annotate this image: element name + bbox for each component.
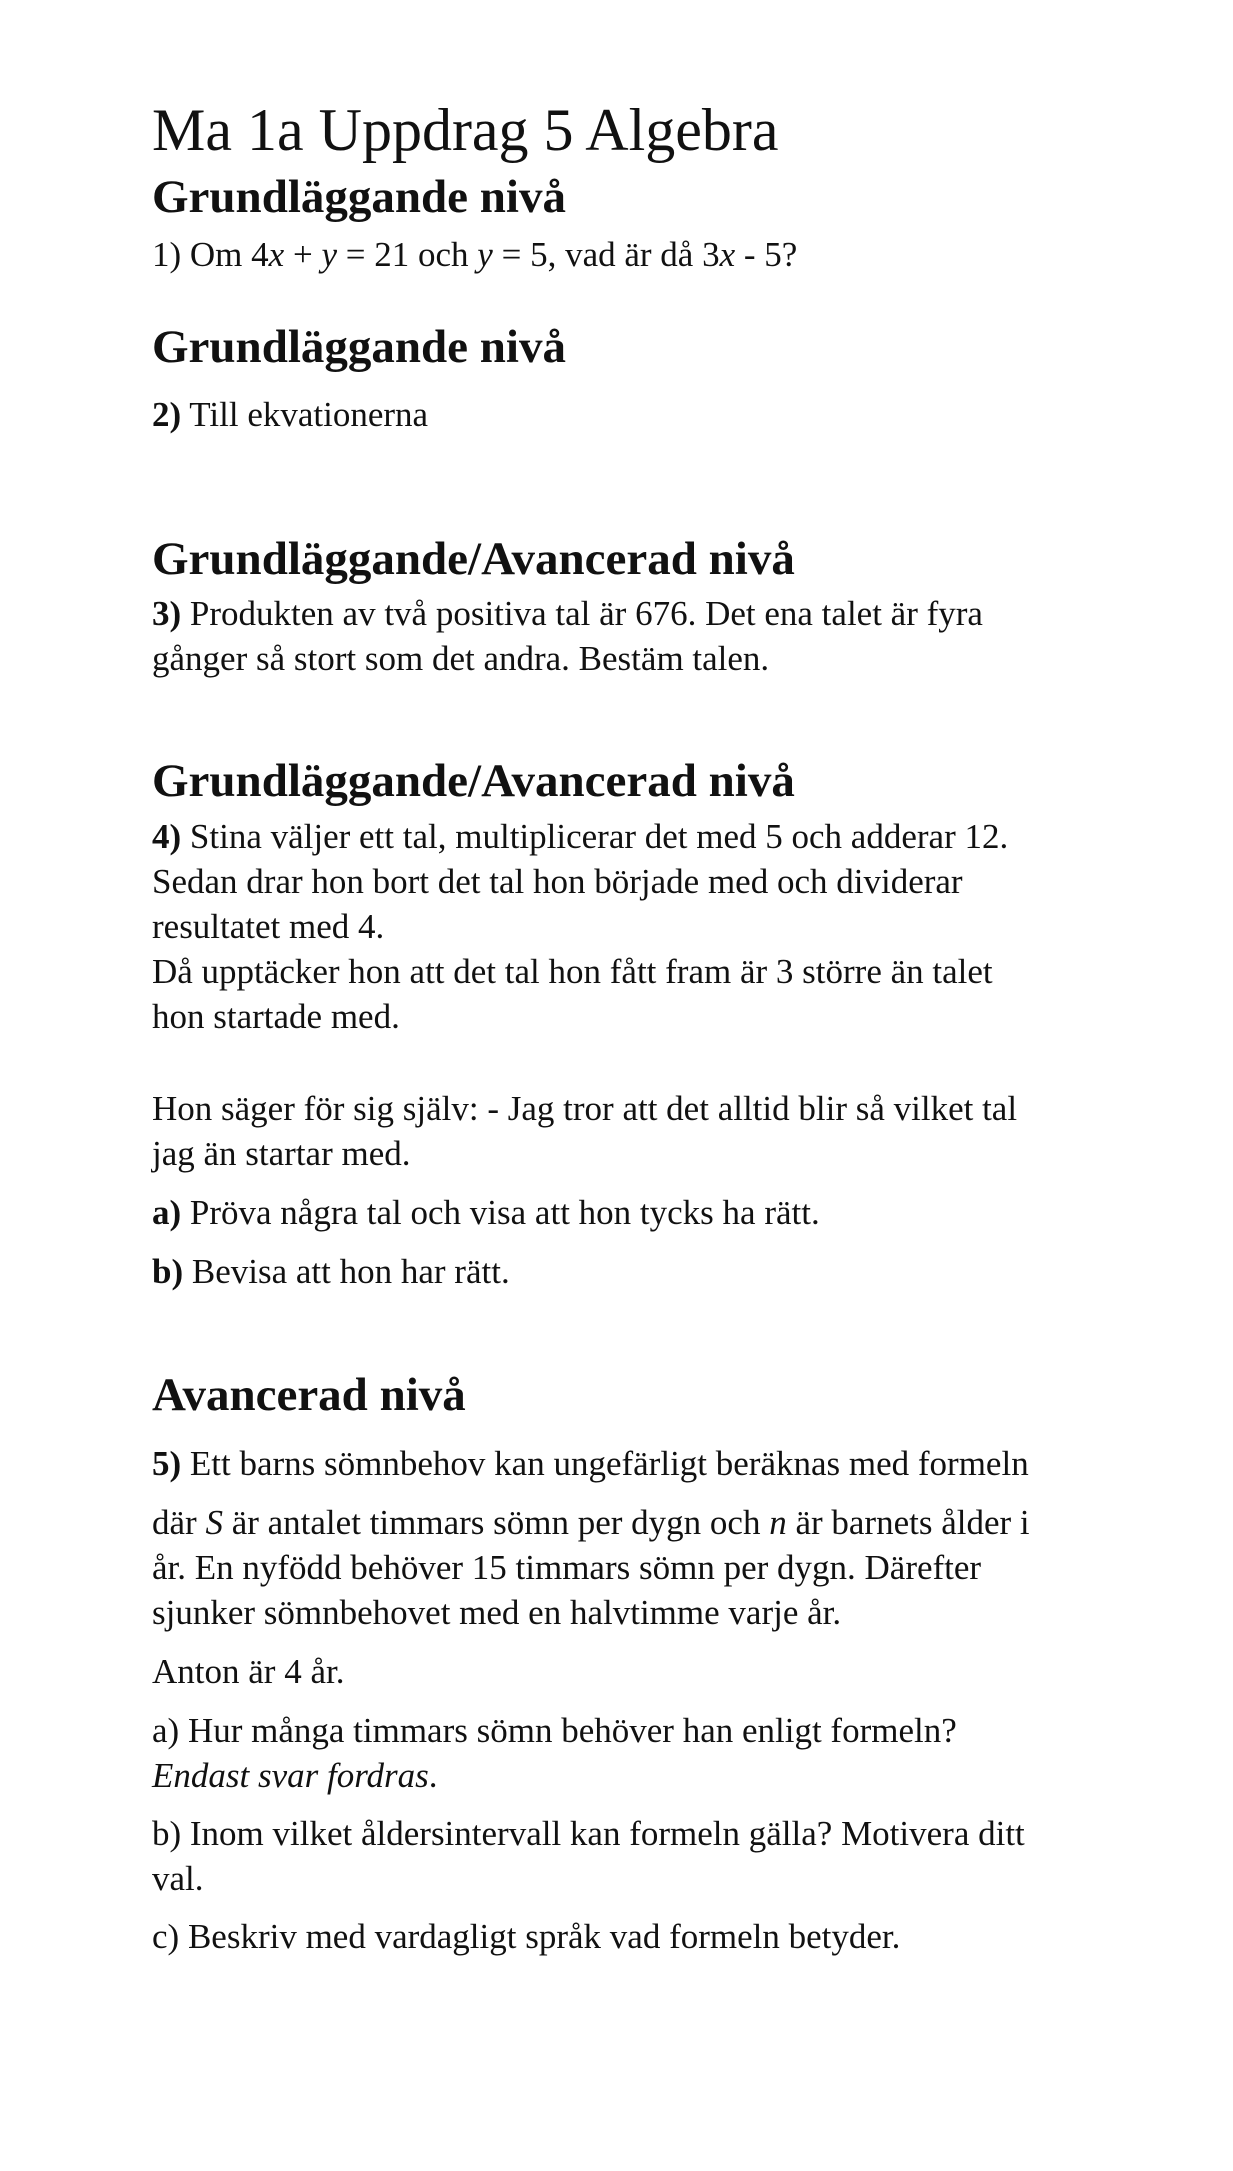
q2-level-heading: Grundläggande nivå	[152, 321, 566, 373]
q1-var-x: x	[268, 235, 285, 274]
q2-number: 2)	[152, 395, 182, 434]
q4-line6: Hon säger för sig själv: - Jag tror att det alltid blir så vilket tal	[152, 1089, 1018, 1128]
q4-line5: hon startade med.	[152, 997, 400, 1036]
q5-a-note: Endast svar fordras	[152, 1756, 429, 1795]
q1-eq1: = 21 och	[337, 235, 478, 274]
q4-text	[152, 814, 1008, 1039]
q3-line1: Produkten av två positiva tal är 676. Det ena talet är fyra	[181, 594, 983, 633]
q4-number: 4)	[152, 817, 182, 856]
q5-description	[152, 1500, 1030, 1635]
q5-var-s: S	[205, 1503, 223, 1542]
q4-part-a	[152, 1190, 820, 1235]
q4-a-text: Pröva några tal och visa att hon tycks ha rätt.	[181, 1193, 820, 1232]
q5-l2c: är barnets ålder i	[786, 1503, 1030, 1542]
q3-level-heading: Grundläggande/Avancerad nivå	[152, 533, 795, 585]
q3-line2: gånger så stort som det andra. Bestäm talen.	[152, 639, 770, 678]
q5-intro	[152, 1441, 1029, 1486]
q4-b-text: Bevisa att hon har rätt.	[183, 1252, 510, 1291]
q1-var-y: y	[321, 235, 337, 274]
q1-var-x2: x	[719, 235, 736, 274]
q2-body: Till ekvationerna	[181, 395, 429, 434]
q5-number: 5)	[152, 1444, 182, 1483]
q1-plus: +	[284, 235, 322, 274]
q2-text	[152, 392, 428, 437]
q5-part-b	[152, 1811, 1025, 1901]
q1-var-y2: y	[477, 235, 493, 274]
q5-b-line1: b) Inom vilket åldersintervall kan formeln gälla? Motivera ditt	[152, 1814, 1025, 1853]
q5-b-line2: val.	[152, 1859, 204, 1898]
q4-line3: resultatet med 4.	[152, 907, 385, 946]
q1-eq2: = 5, vad är då 3	[492, 235, 720, 274]
q4-part-b	[152, 1249, 510, 1294]
q4-level-heading: Grundläggande/Avancerad nivå	[152, 755, 795, 807]
q5-var-n: n	[769, 1503, 787, 1542]
q5-part-a	[152, 1708, 957, 1798]
q4-line2: Sedan drar hon bort det tal hon började med och dividerar	[152, 862, 963, 901]
q4-line4: Då upptäcker hon att det tal hon fått fram är 3 större än talet	[152, 952, 993, 991]
q5-a-text: a) Hur många timmars sömn behöver han enligt formeln?	[152, 1711, 957, 1750]
q5-part-c: c) Beskriv med vardagligt språk vad formeln betyder.	[152, 1917, 901, 1956]
page-title: Ma 1a Uppdrag 5 Algebra	[152, 97, 779, 163]
q5-line1: Ett barns sömnbehov kan ungefärligt beräknas med formeln	[181, 1444, 1029, 1483]
q3-text	[152, 591, 983, 681]
q5-line4: sjunker sömnbehovet med en halvtimme varje år.	[152, 1593, 842, 1632]
q4-b-label: b)	[152, 1252, 184, 1291]
q5-l2b: är antalet timmars sömn per dygn och	[222, 1503, 770, 1542]
q1-prefix: 1) Om 4	[152, 235, 269, 274]
q5-anton: Anton är 4 år.	[152, 1652, 345, 1691]
q5-line3: år. En nyfödd behöver 15 timmars sömn per dygn. Därefter	[152, 1548, 982, 1587]
q1-level-heading: Grundläggande nivå	[152, 171, 566, 223]
q1-end: - 5?	[735, 235, 798, 274]
q4-text-continued	[152, 1086, 1017, 1176]
q4-line1: Stina väljer ett tal, multiplicerar det med 5 och adderar 12.	[181, 817, 1009, 856]
q5-a-note-end: .	[428, 1756, 438, 1795]
q4-a-label: a)	[152, 1193, 182, 1232]
q3-number: 3)	[152, 594, 182, 633]
q1-text	[152, 232, 797, 277]
q5-l2a: där	[152, 1503, 206, 1542]
q4-line7: jag än startar med.	[152, 1134, 411, 1173]
q5-level-heading: Avancerad nivå	[152, 1369, 466, 1421]
